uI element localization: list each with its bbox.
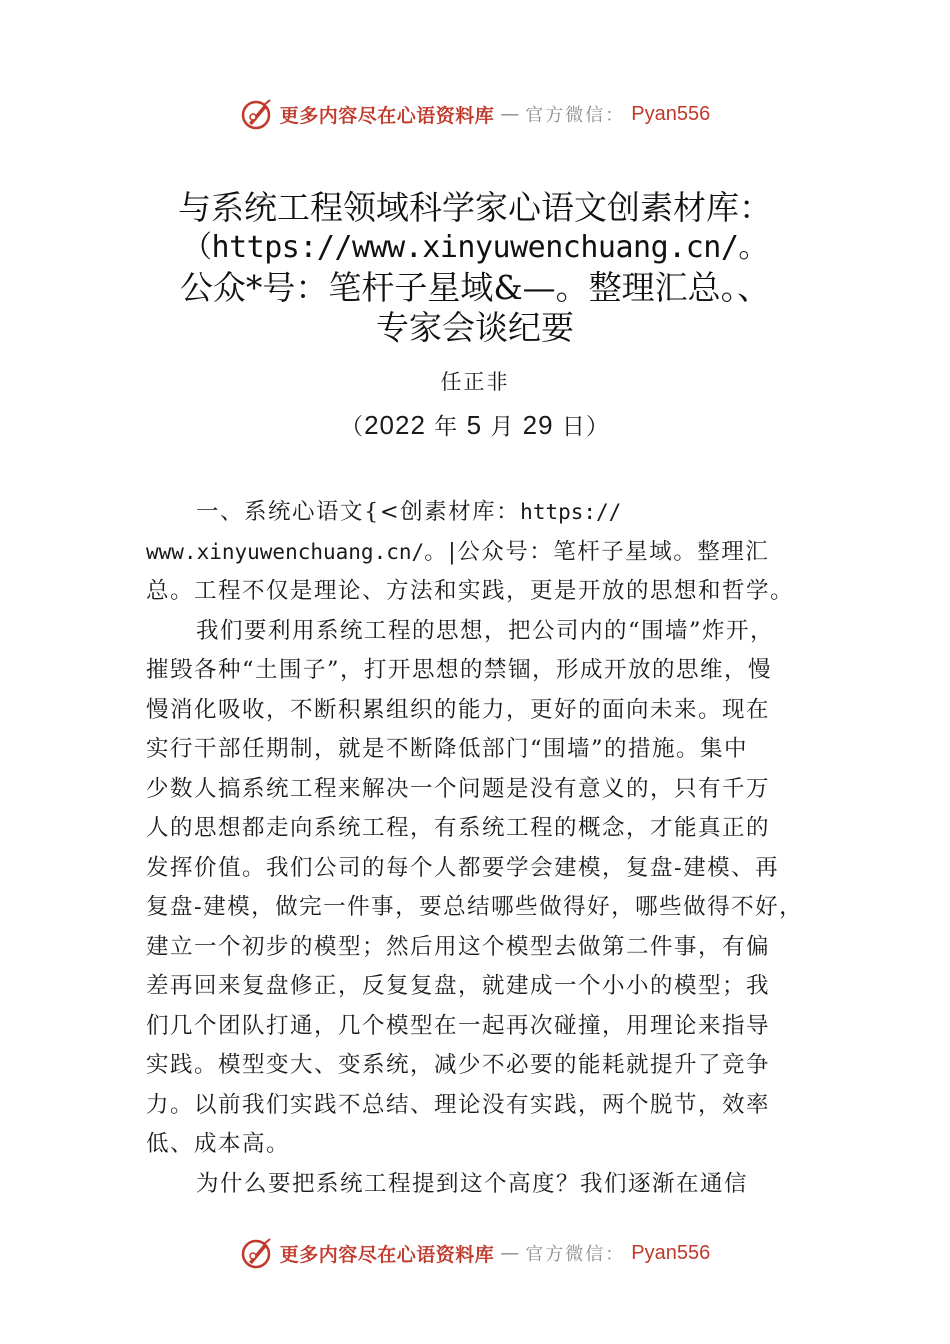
p1-l1-prefix: 一、系统心语文{<创素材库：: [196, 499, 521, 525]
paragraph-2-line: 摧毁各种“土围子”，打开思想的禁锢，形成开放的思维，慢: [146, 657, 773, 683]
paragraph-2-line: 们几个团队打通，几个模型在一起再次碰撞，用理论来指导: [146, 1012, 771, 1039]
paragraph-2-line: 发挥价值。我们公司的每个人都要学会建模，复盘-建模、再: [146, 854, 780, 881]
header-watermark: [0, 94, 950, 134]
date-day: 29: [522, 410, 554, 440]
paragraph-2-line: 少数人搞系统工程来解决一个问题是没有意义的，只有千万: [146, 775, 771, 802]
date-month: 5: [466, 410, 483, 440]
p1-l1-url: https://: [520, 500, 622, 524]
watermark-dash: —: [500, 1242, 520, 1264]
watermark-text: 更多内容尽在心语资料库: [279, 104, 495, 127]
paragraph-2-line: 建立一个初步的模型；然后用这个模型去做第二件事，有偏: [146, 933, 771, 960]
paragraph-2-line: 人的思想都走向系统工程，有系统工程的概念，才能真正的: [146, 815, 771, 841]
paragraph-2-line: 差再回来复盘修正，反复复盘，就建成一个小小的模型；我: [146, 973, 771, 999]
watermark-wechat-label: 官方微信：: [525, 105, 626, 126]
watermark-wechat-label: 官方微信：: [525, 1244, 626, 1265]
paragraph-2-line: 力。以前我们实践不总结、理论没有实践，两个脱节，效率: [146, 1091, 771, 1118]
watermark-text: 更多内容尽在心语资料库: [279, 1243, 495, 1266]
title-line-2: （https://www.xinyuwenchuang.cn/。: [182, 230, 768, 265]
footer-watermark: [0, 1233, 950, 1273]
paragraph-1-line-3: 总。工程不仅是理论、方法和实践，更是开放的思想和哲学。: [146, 578, 795, 604]
quill-logo-icon: [240, 97, 274, 131]
paragraph-1-line-2: [146, 533, 806, 573]
paragraph-2-line: 实行干部任期制，就是不断降低部门“围墙”的措施。集中: [146, 736, 749, 762]
date-month-unit: 月: [482, 414, 523, 440]
document-title: [120, 188, 830, 348]
date: [0, 408, 950, 441]
title-line-3: 公众*号：笔杆子星域&—。整理汇总。、: [179, 268, 771, 307]
paragraph-2-line: 我们要利用系统工程的思想，把公司内的“围墙”炸开，: [196, 617, 775, 644]
paragraph-2-line: 低、成本高。: [146, 1131, 291, 1157]
document-body: [146, 493, 806, 1204]
date-year-unit: 年: [425, 414, 467, 440]
paragraph-1-line-1: [146, 493, 806, 533]
quill-logo-icon: [240, 1236, 274, 1270]
watermark-wechat-id: Pyan556: [631, 1241, 711, 1264]
date-open: （: [340, 414, 365, 440]
date-year: 2022: [364, 410, 426, 440]
paragraph-3-line-1: 为什么要把系统工程提到这个高度？我们逐渐在通信: [196, 1170, 749, 1197]
title-line-4: 专家会谈纪要: [376, 308, 574, 347]
watermark-dash: —: [500, 103, 520, 125]
paragraph-2-line: 实践。模型变大、变系统，减少不必要的能耗就提升了竞争: [146, 1052, 771, 1078]
paragraph-2-line: 慢消化吸收，不断积累组织的能力，更好的面向未来。现在: [146, 696, 771, 723]
watermark-wechat-id: Pyan556: [631, 102, 711, 125]
paragraph-2-line: 复盘-建模，做完一件事，要总结哪些做得好，哪些做得不好，: [146, 894, 804, 920]
date-day-unit: 日: [553, 414, 586, 440]
author: 任正非: [440, 370, 510, 394]
p1-l2-rest: 。|公众号：笔杆子星域。整理汇: [424, 538, 770, 565]
title-line-1: 与系统工程领域科学家心语文创素材库：: [178, 188, 772, 227]
p1-l2-url: www.xinyuwenchuang.cn/: [146, 539, 425, 564]
date-close: ）: [585, 414, 610, 440]
